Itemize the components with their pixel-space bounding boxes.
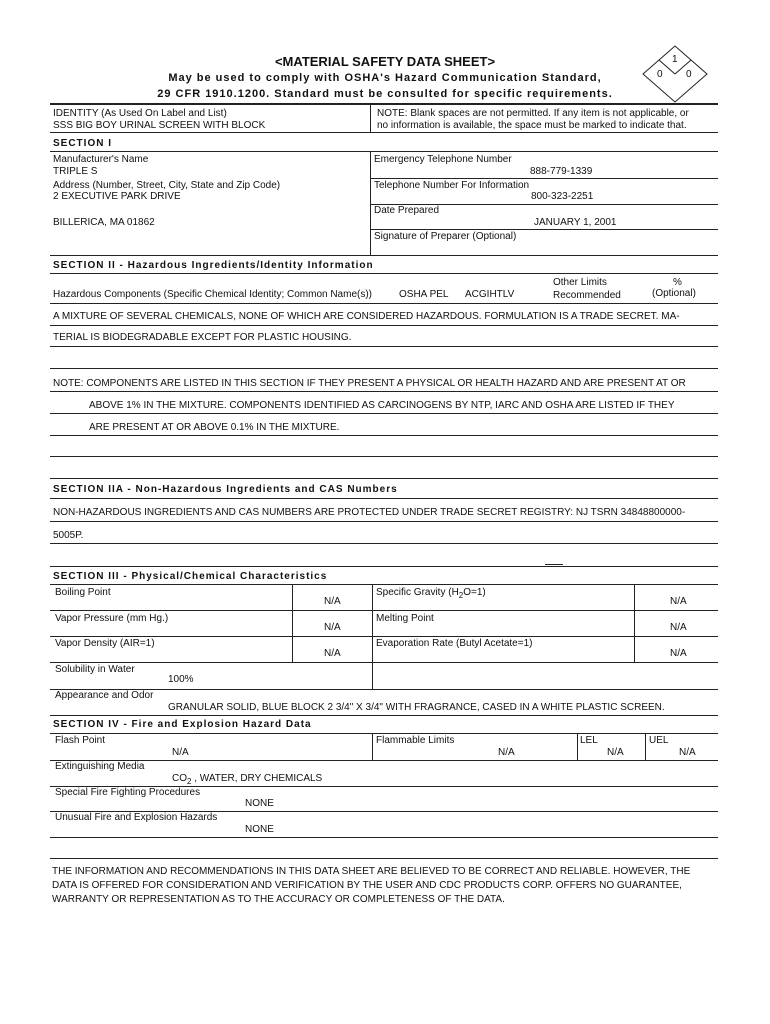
- divider: [50, 255, 718, 256]
- divider: [50, 733, 718, 734]
- specific-gravity-value: N/A: [670, 596, 687, 607]
- divider: [50, 325, 718, 326]
- date-prepared-label: Date Prepared: [374, 205, 440, 216]
- hazard-flammability-rating: 0: [657, 69, 663, 80]
- divider: [370, 178, 718, 179]
- unusual-hazards-label: Unusual Fire and Explosion Hazards: [55, 812, 218, 823]
- flammable-limits-label: Flammable Limits: [376, 735, 455, 746]
- divider: [50, 368, 718, 369]
- divider: [292, 584, 293, 662]
- special-fire-fighting-label: Special Fire Fighting Procedures: [55, 787, 201, 798]
- note-line-1: NOTE: Blank spaces are not permitted. If any item is not applicable, or: [377, 108, 689, 119]
- emergency-phone-value: 888-779-1339: [530, 166, 593, 177]
- other-limits-label: Other Limits: [553, 277, 607, 288]
- uel-label: UEL: [649, 735, 669, 746]
- melting-point-label: Melting Point: [376, 613, 434, 624]
- identity-value: SSS BIG BOY URINAL SCREEN WITH BLOCK: [53, 120, 266, 131]
- extinguishing-media-label: Extinguishing Media: [55, 761, 145, 772]
- disclaimer-line-2: DATA IS OFFERED FOR CONSIDERATION AND VERIFICATION BY THE USER AND CDC PRODUCTS CORP. OFFERS NO GUARANTEE,: [52, 880, 682, 891]
- boiling-point-value: N/A: [324, 596, 341, 607]
- info-phone-value: 800-323-2251: [531, 191, 594, 202]
- composition-line-2: TERIAL IS BIODEGRADABLE EXCEPT FOR PLASTIC HOUSING.: [53, 332, 352, 343]
- osha-pel-label: OSHA PEL: [399, 289, 449, 300]
- section-1-title: SECTION I: [53, 138, 113, 149]
- components-note-line-3: ARE PRESENT AT OR ABOVE 0.1% IN THE MIXTURE.: [89, 422, 340, 433]
- vapor-pressure-value: N/A: [324, 622, 341, 633]
- address-line-1: 2 EXECUTIVE PARK DRIVE: [53, 191, 181, 202]
- manufacturer-value: TRIPLE S: [53, 166, 98, 177]
- non-hazardous-line-1: NON-HAZARDOUS INGREDIENTS AND CAS NUMBERS ARE PROTECTED UNDER TRADE SECRET REGISTRY: NJ TSRN 34848800000-: [53, 507, 686, 518]
- divider: [50, 858, 718, 859]
- appearance-value: GRANULAR SOLID, BLUE BLOCK 2 3/4" X 3/4" WITH FRAGRANCE, CASED IN A WHITE PLASTIC SCREEN.: [168, 702, 665, 713]
- document-title: <MATERIAL SAFETY DATA SHEET>: [274, 54, 496, 69]
- address-label: Address (Number, Street, City, State and Zip Code): [53, 180, 281, 191]
- divider: [50, 103, 718, 105]
- lel-label: LEL: [580, 735, 598, 746]
- percent-label: %: [673, 277, 682, 288]
- divider: [50, 610, 718, 611]
- vapor-pressure-label: Vapor Pressure (mm Hg.): [55, 613, 169, 624]
- components-label: Hazardous Components (Specific Chemical Identity; Common Name(s)): [53, 289, 373, 300]
- divider: [50, 521, 718, 522]
- divider: [50, 837, 718, 838]
- components-note-line-1: NOTE: COMPONENTS ARE LISTED IN THIS SECTION IF THEY PRESENT A PHYSICAL OR HEALTH HAZARD AND ARE PRESENT AT OR: [53, 378, 686, 389]
- solubility-label: Solubility in Water: [55, 664, 135, 675]
- divider: [50, 566, 718, 567]
- divider: [370, 104, 371, 132]
- specific-gravity-label: Specific Gravity $(H_2O=1)$: [376, 587, 486, 600]
- recommended-label: Recommended: [553, 290, 621, 301]
- subtitle-line-1: May be used to comply with OSHA's Hazard Communication Standard,: [168, 72, 602, 84]
- divider: [545, 564, 563, 565]
- hazard-reactivity-rating: 0: [686, 69, 692, 80]
- address-line-2: BILLERICA, MA 01862: [53, 217, 155, 228]
- divider: [577, 733, 578, 760]
- divider: [50, 498, 718, 499]
- flammable-limits-value: N/A: [498, 747, 515, 758]
- special-fire-fighting-value: NONE: [245, 798, 274, 809]
- divider: [50, 715, 718, 716]
- uel-value: N/A: [679, 747, 696, 758]
- disclaimer-line-1: THE INFORMATION AND RECOMMENDATIONS IN THIS DATA SHEET ARE BELIEVED TO BE CORRECT AND RELIABLE. HOWEVER, THE: [52, 866, 691, 877]
- composition-line-1: A MIXTURE OF SEVERAL CHEMICALS, NONE OF WHICH ARE CONSIDERED HAZARDOUS. FORMULATION IS A TRADE SECRET. MA-: [53, 311, 680, 322]
- section-2-title: SECTION II - Hazardous Ingredients/Identity Information: [53, 260, 374, 271]
- melting-point-value: N/A: [670, 622, 687, 633]
- unusual-hazards-value: NONE: [245, 824, 274, 835]
- emergency-phone-label: Emergency Telephone Number: [374, 154, 512, 165]
- section-4-title: SECTION IV - Fire and Explosion Hazard Data: [53, 719, 312, 730]
- lel-value: N/A: [607, 747, 624, 758]
- vapor-density-value: N/A: [324, 648, 341, 659]
- divider: [645, 733, 646, 760]
- section-2a-title: SECTION IIA - Non-Hazardous Ingredients and CAS Numbers: [53, 484, 398, 495]
- solubility-value: 100%: [168, 674, 194, 685]
- divider: [50, 435, 718, 436]
- divider: [50, 456, 718, 457]
- divider: [50, 132, 718, 133]
- divider: [634, 584, 635, 662]
- extinguishing-media-value: $CO_2$ , WATER, DRY CHEMICALS: [172, 773, 323, 786]
- hazard-diamond-icon: [640, 44, 710, 104]
- flash-point-value: N/A: [172, 747, 189, 758]
- divider: [50, 303, 718, 304]
- flash-point-label: Flash Point: [55, 735, 106, 746]
- divider: [50, 760, 718, 761]
- manufacturer-label: Manufacturer's Name: [53, 154, 149, 165]
- divider: [370, 151, 371, 255]
- date-prepared-value: JANUARY 1, 2001: [534, 217, 617, 228]
- evaporation-rate-value: N/A: [670, 648, 687, 659]
- acgih-tlv-label: ACGIHTLV: [465, 289, 515, 300]
- divider: [50, 662, 718, 663]
- divider: [50, 151, 718, 152]
- disclaimer-line-3: WARRANTY OR REPRESENTATION AS TO THE ACCURACY OR COMPLETENESS OF THE DATA.: [52, 894, 505, 905]
- divider: [50, 636, 718, 637]
- boiling-point-label: Boiling Point: [55, 587, 111, 598]
- divider: [372, 733, 373, 760]
- divider: [50, 543, 718, 544]
- divider: [370, 229, 718, 230]
- components-note-line-2: ABOVE 1% IN THE MIXTURE. COMPONENTS IDENTIFIED AS CARCINOGENS BY NTP, IARC AND OSHA ARE LISTED IF THEY: [89, 400, 675, 411]
- divider: [50, 413, 718, 414]
- evaporation-rate-label: Evaporation Rate (Butyl Acetate=1): [376, 638, 533, 649]
- appearance-label: Appearance and Odor: [55, 690, 154, 701]
- note-line-2: no information is available, the space must be marked to indicate that.: [377, 120, 687, 131]
- vapor-density-label: Vapor Density (AIR=1): [55, 638, 155, 649]
- divider: [50, 391, 718, 392]
- info-phone-label: Telephone Number For Information: [374, 180, 530, 191]
- divider: [50, 478, 718, 479]
- signature-label: Signature of Preparer (Optional): [374, 231, 517, 242]
- subtitle-line-2: 29 CFR 1910.1200. Standard must be consulted for specific requirements.: [157, 88, 613, 100]
- identity-label: IDENTITY (As Used On Label and List): [53, 108, 227, 119]
- optional-label: (Optional): [652, 288, 696, 299]
- divider: [50, 584, 718, 585]
- non-hazardous-line-2: 5005P.: [53, 530, 84, 541]
- section-3-title: SECTION III - Physical/Chemical Characteristics: [53, 571, 328, 582]
- divider: [50, 346, 718, 347]
- hazard-health-rating: 1: [672, 54, 678, 65]
- divider: [50, 273, 718, 274]
